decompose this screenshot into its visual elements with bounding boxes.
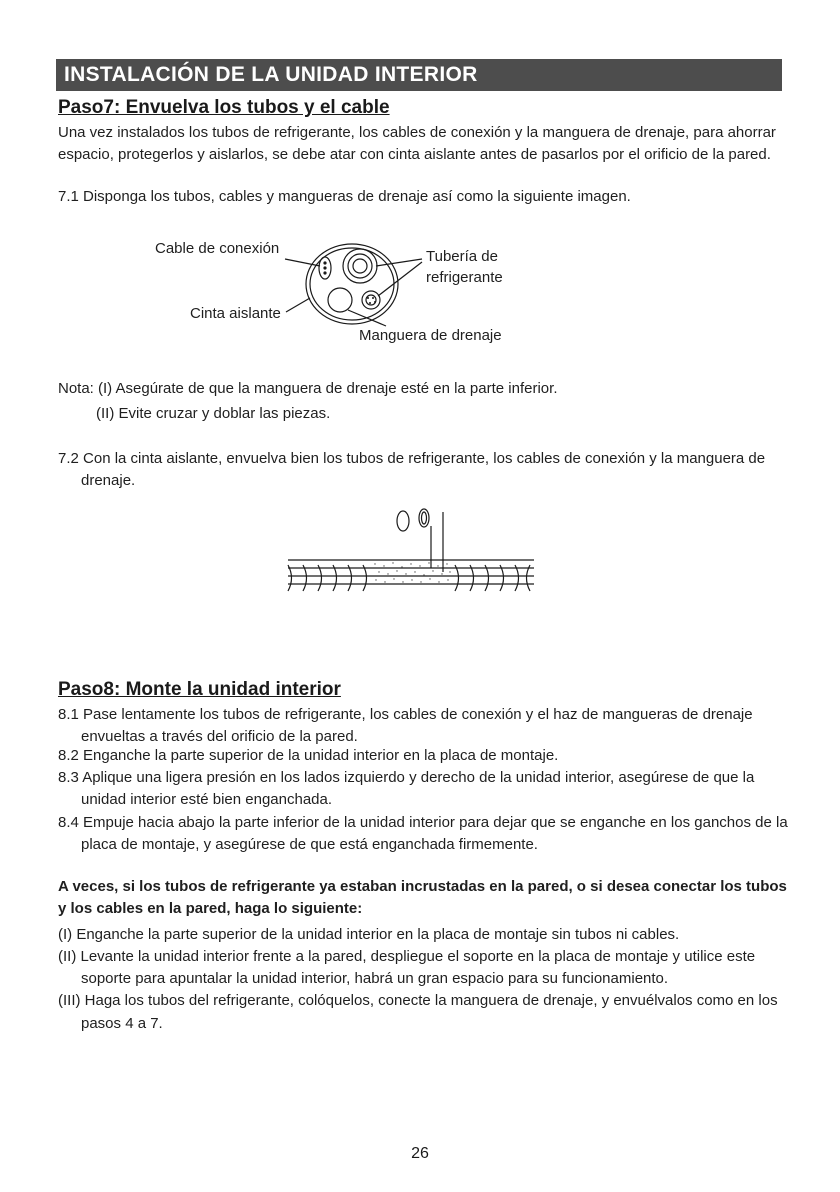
item-7-2-line2: drenaje. [81,472,136,489]
bold-note-line1: A veces, si los tubos de refrigerante ya estaban incrustadas en la pared, o si desea conectar los tubos [58,878,787,895]
item-8-2: 8.2 Enganche la parte superior de la unidad interior en la placa de montaje. [58,747,559,764]
label-tuberia-1: Tubería de [426,248,498,265]
section-header: INSTALACIÓN DE LA UNIDAD INTERIOR [56,59,782,91]
sub-step-2-line1: (II) Levante la unidad interior frente a la pared, despliegue el soporte en la placa de montaje y utilice este [58,948,756,965]
item-8-4-line2: placa de montaje, y asegúrese de que está enganchada firmemente. [81,836,538,853]
label-manguera-drenaje: Manguera de drenaje [359,327,502,344]
label-tuberia-2: refrigerante [426,269,503,286]
end-view-pipe-inner [422,512,427,524]
sub-step-3-line1: (III) Haga los tubos del refrigerante, colóquelos, conecte la manguera de drenaje, y envuélvalos como en los [58,992,778,1009]
item-8-1-line1: 8.1 Pase lentamente los tubos de refrigerante, los cables de conexión y el haz de mangueras de drenaje [58,706,753,723]
item-8-3-line1: 8.3 Aplique una ligera presión en los lados izquierdo y derecho de la unidad interior, asegúrese de que la [58,769,755,786]
bold-note-line2: y los cables en la pared, haga lo siguiente: [58,900,363,917]
step7-title: Paso7: Envuelva los tubos y el cable [58,97,390,118]
label-cinta-aislante: Cinta aislante [190,305,281,322]
label-cable-conexion: Cable de conexión [155,240,280,257]
page-number: 26 [411,1145,429,1162]
step8-title: Paso8: Monte la unidad interior [58,679,341,700]
item-8-1-line2: envueltas a través del orificio de la pared. [81,728,358,745]
item-7-2-line1: 7.2 Con la cinta aislante, envuelva bien los tubos de refrigerante, los cables de conexión y la manguera de [58,450,766,467]
sub-step-2-line2: soporte para apuntalar la unidad interior, habrá un gran espacio para su funcionamiento. [81,970,669,987]
step7-intro-line1: Una vez instalados los tubos de refrigerante, los cables de conexión y la manguera de drenaje, para ahorrar [58,124,776,141]
note-2: (II) Evite cruzar y doblar las piezas. [96,405,331,422]
sub-step-3-line2: pasos 4 a 7. [81,1015,163,1032]
note-1: Nota: (I) Asegúrate de que la manguera de drenaje esté en la parte inferior. [58,380,558,397]
item-7-1: 7.1 Disponga los tubos, cables y mangueras de drenaje así como la siguiente imagen. [58,188,631,205]
step7-intro-line2: espacio, protegerlos y aislarlos, se debe atar con cinta aislante antes de pasarlos por el orificio de la pared. [58,146,771,163]
item-8-4-line1: 8.4 Empuje hacia abajo la parte inferior de la unidad interior para dejar que se enganche en los ganchos de la [58,814,788,831]
end-view-hose [397,511,409,531]
item-8-3-line2: unidad interior esté bien enganchada. [81,791,333,808]
sub-step-1: (I) Enganche la parte superior de la unidad interior en la placa de montaje sin tubos ni cables. [58,926,680,943]
